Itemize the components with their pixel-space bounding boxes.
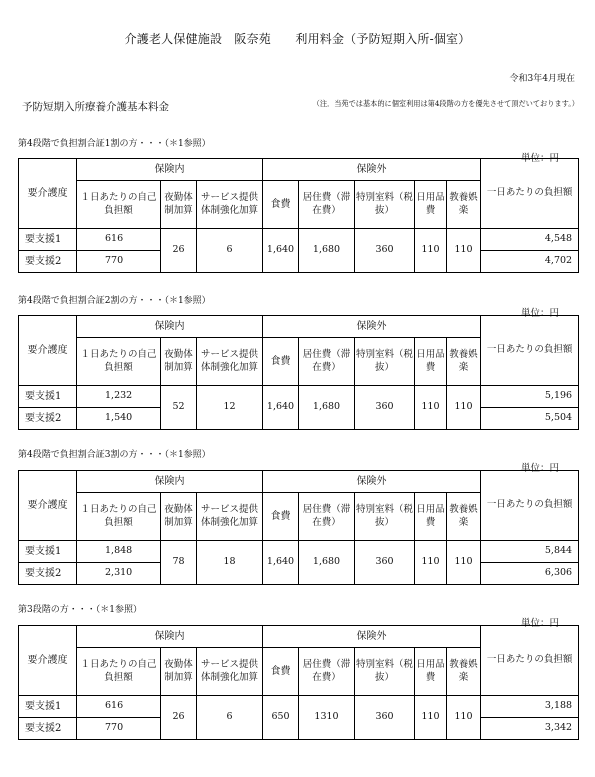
daily-own-cell: 1,540: [77, 408, 161, 430]
priority-note: （注．当苑では基本的に個室利用は第4段階の方を優先させて頂だいております。）: [312, 99, 579, 108]
daily-own-cell: 770: [77, 251, 161, 273]
table-caption: 第4段階で負担割合証1割の方・・・（＊1参照）: [18, 139, 211, 149]
meal-cell: 1,640: [263, 229, 299, 273]
fee-table: [18, 625, 579, 740]
daily-goods-header: 日用品費: [415, 338, 447, 386]
care-level-header: 要介護度: [19, 159, 77, 229]
fee-table: [18, 158, 579, 273]
culture-header: 教養娯楽: [447, 648, 481, 696]
night-shift-header: 夜勤体制加算: [161, 181, 197, 229]
service-system-cell: 18: [197, 541, 263, 585]
unit-label: 単位：円: [520, 618, 559, 629]
service-system-header: サービス提供体制強化加算: [197, 181, 263, 229]
culture-cell: 110: [447, 386, 481, 430]
daily-own-header: １日あたりの自己負担額: [77, 648, 161, 696]
daily-total-header: 一日あたりの負担額: [481, 471, 579, 541]
care-level-header: 要介護度: [19, 626, 77, 696]
room-fee-cell: 360: [355, 541, 415, 585]
culture-cell: 110: [447, 229, 481, 273]
fee-table: [18, 470, 579, 585]
care-level-cell: 要支援2: [19, 563, 77, 585]
daily-goods-header: 日用品費: [415, 648, 447, 696]
daily-total-cell: 3,342: [481, 718, 579, 740]
night-shift-header: 夜勤体制加算: [161, 338, 197, 386]
room-fee-header: 特別室料（税抜）: [355, 338, 415, 386]
meal-header: 食費: [263, 338, 299, 386]
room-fee-header: 特別室料（税抜）: [355, 648, 415, 696]
room-fee-header: 特別室料（税抜）: [355, 181, 415, 229]
meal-cell: 1,640: [263, 386, 299, 430]
daily-total-cell: 4,548: [481, 229, 579, 251]
daily-own-cell: 616: [77, 229, 161, 251]
service-system-cell: 6: [197, 229, 263, 273]
meal-cell: 1,640: [263, 541, 299, 585]
daily-goods-cell: 110: [415, 229, 447, 273]
daily-total-header: 一日あたりの負担額: [481, 159, 579, 229]
stay-cost-cell: 1,680: [299, 541, 355, 585]
insured-header: 保険内: [77, 316, 263, 338]
daily-goods-cell: 110: [415, 696, 447, 740]
culture-header: 教養娯楽: [447, 181, 481, 229]
daily-total-cell: 5,844: [481, 541, 579, 563]
daily-total-cell: 5,504: [481, 408, 579, 430]
insured-header: 保険内: [77, 159, 263, 181]
stay-cost-cell: 1310: [299, 696, 355, 740]
daily-goods-header: 日用品費: [415, 493, 447, 541]
daily-total-header: 一日あたりの負担額: [481, 626, 579, 696]
uninsured-header: 保険外: [263, 316, 481, 338]
room-fee-header: 特別室料（税抜）: [355, 493, 415, 541]
insured-header: 保険内: [77, 626, 263, 648]
page-title: 介護老人保健施設 阪奈苑 利用料金（予防短期入所-個室）: [124, 32, 471, 46]
night-shift-header: 夜勤体制加算: [161, 648, 197, 696]
uninsured-header: 保険外: [263, 471, 481, 493]
service-system-header: サービス提供体制強化加算: [197, 493, 263, 541]
daily-goods-cell: 110: [415, 386, 447, 430]
care-level-cell: 要支援1: [19, 386, 77, 408]
culture-cell: 110: [447, 541, 481, 585]
unit-label: 単位：円: [520, 308, 559, 319]
care-level-header: 要介護度: [19, 471, 77, 541]
night-shift-cell: 52: [161, 386, 197, 430]
meal-header: 食費: [263, 648, 299, 696]
daily-total-cell: 5,196: [481, 386, 579, 408]
care-level-cell: 要支援1: [19, 229, 77, 251]
daily-total-header: 一日あたりの負担額: [481, 316, 579, 386]
daily-own-cell: 616: [77, 696, 161, 718]
daily-goods-cell: 110: [415, 541, 447, 585]
table-row: [19, 696, 579, 718]
stay-cost-header: 居住費（滞在費）: [299, 338, 355, 386]
night-shift-header: 夜勤体制加算: [161, 493, 197, 541]
table-row: [19, 386, 579, 408]
daily-own-cell: 770: [77, 718, 161, 740]
room-fee-cell: 360: [355, 696, 415, 740]
stay-cost-cell: 1,680: [299, 386, 355, 430]
uninsured-header: 保険外: [263, 159, 481, 181]
daily-own-cell: 2,310: [77, 563, 161, 585]
daily-own-header: １日あたりの自己負担額: [77, 493, 161, 541]
daily-goods-header: 日用品費: [415, 181, 447, 229]
table-row: [19, 541, 579, 563]
insured-header: 保険内: [77, 471, 263, 493]
stay-cost-header: 居住費（滞在費）: [299, 181, 355, 229]
service-system-cell: 6: [197, 696, 263, 740]
section-subtitle: 予防短期入所療養介護基本料金: [22, 101, 169, 113]
table-caption: 第3段階の方・・・（＊1参照）: [18, 605, 142, 615]
night-shift-cell: 78: [161, 541, 197, 585]
stay-cost-header: 居住費（滞在費）: [299, 648, 355, 696]
uninsured-header: 保険外: [263, 626, 481, 648]
stay-cost-cell: 1,680: [299, 229, 355, 273]
care-level-cell: 要支援2: [19, 408, 77, 430]
unit-label: 単位：円: [520, 463, 559, 474]
culture-cell: 110: [447, 696, 481, 740]
daily-total-cell: 4,702: [481, 251, 579, 273]
stay-cost-header: 居住費（滞在費）: [299, 493, 355, 541]
fee-table: [18, 315, 579, 430]
table-caption: 第4段階で負担割合証2割の方・・・（＊1参照）: [18, 296, 211, 306]
table-caption: 第4段階で負担割合証3割の方・・・（＊1参照）: [18, 450, 211, 460]
meal-header: 食費: [263, 181, 299, 229]
care-level-cell: 要支援2: [19, 718, 77, 740]
room-fee-cell: 360: [355, 229, 415, 273]
service-system-header: サービス提供体制強化加算: [197, 648, 263, 696]
table-row: [19, 229, 579, 251]
daily-total-cell: 3,188: [481, 696, 579, 718]
care-level-cell: 要支援1: [19, 541, 77, 563]
room-fee-cell: 360: [355, 386, 415, 430]
care-level-cell: 要支援2: [19, 251, 77, 273]
effective-date: 令和3年4月現在: [509, 74, 575, 84]
culture-header: 教養娯楽: [447, 493, 481, 541]
meal-header: 食費: [263, 493, 299, 541]
daily-own-cell: 1,232: [77, 386, 161, 408]
service-system-cell: 12: [197, 386, 263, 430]
daily-total-cell: 6,306: [481, 563, 579, 585]
care-level-header: 要介護度: [19, 316, 77, 386]
daily-own-header: １日あたりの自己負担額: [77, 181, 161, 229]
unit-label: 単位：円: [520, 153, 559, 164]
meal-cell: 650: [263, 696, 299, 740]
daily-own-cell: 1,848: [77, 541, 161, 563]
service-system-header: サービス提供体制強化加算: [197, 338, 263, 386]
night-shift-cell: 26: [161, 229, 197, 273]
daily-own-header: １日あたりの自己負担額: [77, 338, 161, 386]
culture-header: 教養娯楽: [447, 338, 481, 386]
night-shift-cell: 26: [161, 696, 197, 740]
care-level-cell: 要支援1: [19, 696, 77, 718]
